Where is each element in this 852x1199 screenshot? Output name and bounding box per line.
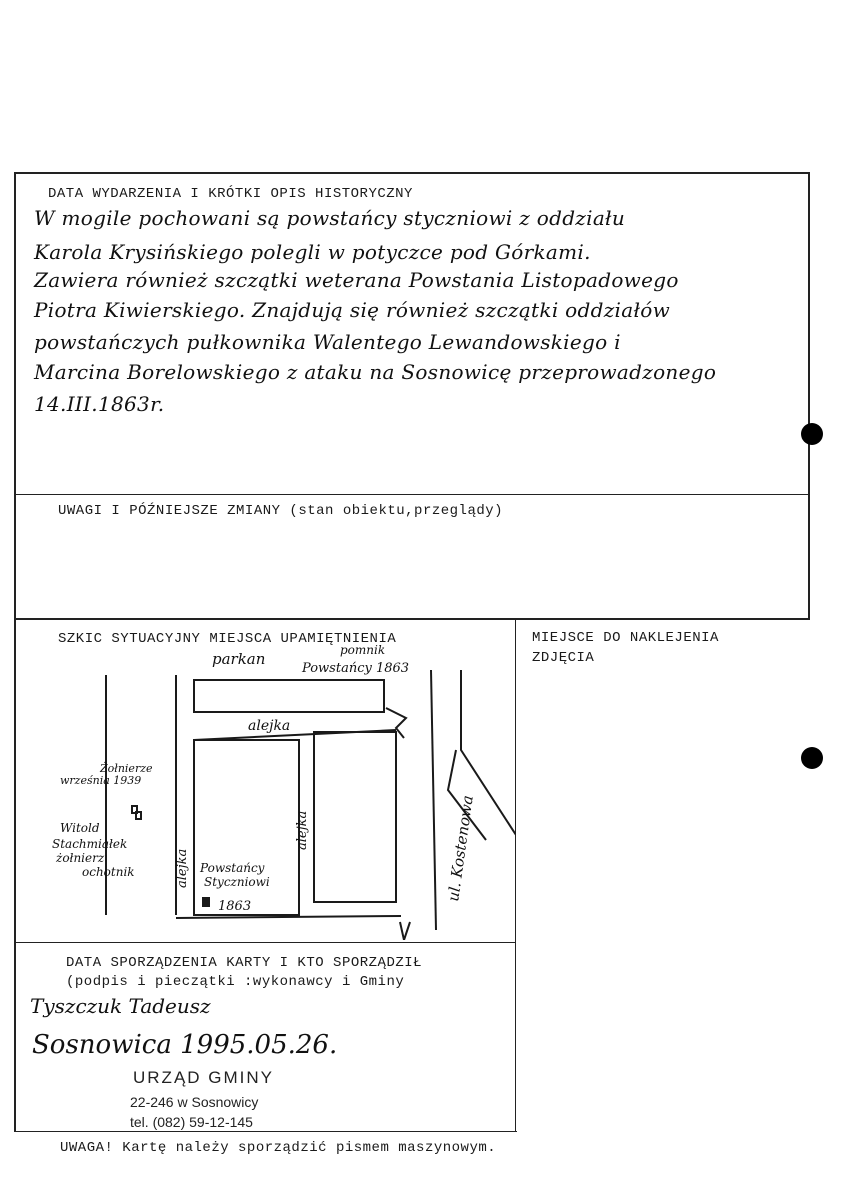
sketch-label-witold-4: ochotnik	[82, 865, 135, 879]
sketch-heading: SZKIC SYTUACYJNY MIEJSCA UPAMIĘTNIENIA	[58, 631, 397, 647]
sketch-top-block	[194, 680, 384, 712]
sketch-label-parkan: parkan	[212, 650, 266, 668]
sketch-label-powstancy-1: Powstańcy	[200, 861, 265, 875]
divider-history-notes	[14, 494, 810, 495]
sketch-label-witold-3: żołnierz	[56, 851, 105, 865]
prepared-date: Sosnowica 1995.05.26.	[32, 1030, 338, 1060]
situation-sketch	[16, 640, 516, 940]
history-line: powstańczych pułkownika Walentego Lewandowskiego i	[34, 330, 621, 354]
history-heading: DATA WYDARZENIA I KRÓTKI OPIS HISTORYCZNY	[48, 186, 413, 202]
sketch-small-marker	[136, 812, 141, 819]
sketch-label-witold-1: Witold	[60, 821, 100, 835]
sketch-grave-marker	[203, 898, 209, 906]
stamp-title: URZĄD GMINY	[133, 1068, 274, 1087]
sketch-label-alejka-top: alejka	[248, 718, 291, 734]
sketch-label-witold-2: Stachmiałek	[52, 837, 128, 851]
signature: Tyszczuk Tadeusz	[30, 994, 211, 1018]
sketch-label-street: ul. Kostenowa	[444, 794, 477, 903]
frame-right-rule	[808, 172, 810, 620]
frame-top-rule	[14, 172, 810, 174]
photo-heading-line2: ZDJĘCIA	[532, 650, 595, 666]
photo-heading-line1: MIEJSCE DO NAKLEJENIA	[532, 630, 719, 646]
sketch-block-right	[314, 732, 396, 902]
history-line: Piotra Kiwierskiego. Znajdują się również szczątki oddziałów	[34, 298, 671, 322]
footer-note: UWAGA! Kartę należy sporządzić pismem maszynowym.	[60, 1140, 497, 1156]
sketch-road-left	[431, 670, 436, 930]
sketch-label-alejka-left: alejka	[175, 848, 190, 888]
stamp-address: 22-246 w Sosnowicy	[130, 1094, 259, 1110]
sketch-label-pomnik: pomnik	[340, 643, 386, 657]
notes-heading: UWAGI I PÓŹNIEJSZE ZMIANY (stan obiektu,przeglądy)	[58, 503, 504, 519]
divider-notes-sketch	[14, 618, 810, 620]
sketch-label-powstancy-2: Styczniowi	[204, 875, 270, 889]
sketch-label-zolnierze-1: Żołnierze	[100, 762, 153, 775]
history-line: Karola Krysińskiego polegli w potyczce pod Górkami.	[34, 240, 591, 264]
sketch-bottom-line	[176, 916, 401, 918]
divider-sketch-prepared	[16, 942, 515, 943]
history-line: Zawiera również szczątki weterana Powstania Listopadowego	[34, 268, 679, 292]
punch-hole-bottom	[801, 747, 823, 769]
sketch-gate-mark	[400, 922, 410, 940]
history-line: W mogile pochowani są powstańcy styczniowi z oddziału	[34, 206, 626, 230]
history-line: 14.III.1863r.	[34, 392, 165, 416]
sketch-label-powstancy-3: 1863	[218, 899, 252, 914]
sketch-label-pomnik-name: Powstańcy 1863	[302, 661, 410, 676]
sketch-label-zolnierze-2: września 1939	[60, 774, 142, 787]
punch-hole-top	[801, 423, 823, 445]
prepared-heading: DATA SPORZĄDZENIA KARTY I KTO SPORZĄDZIŁ	[66, 955, 423, 971]
prepared-subheading: (podpis i pieczątki :wykonawcy i Gminy	[66, 974, 405, 990]
sketch-label-alejka-mid: alejka	[295, 810, 310, 850]
history-line: Marcina Borelowskiego z ataku na Sosnowicę przeprowadzonego	[34, 360, 717, 384]
frame-bottom-rule	[14, 1131, 517, 1132]
stamp-phone: tel. (082) 59-12-145	[130, 1114, 253, 1130]
